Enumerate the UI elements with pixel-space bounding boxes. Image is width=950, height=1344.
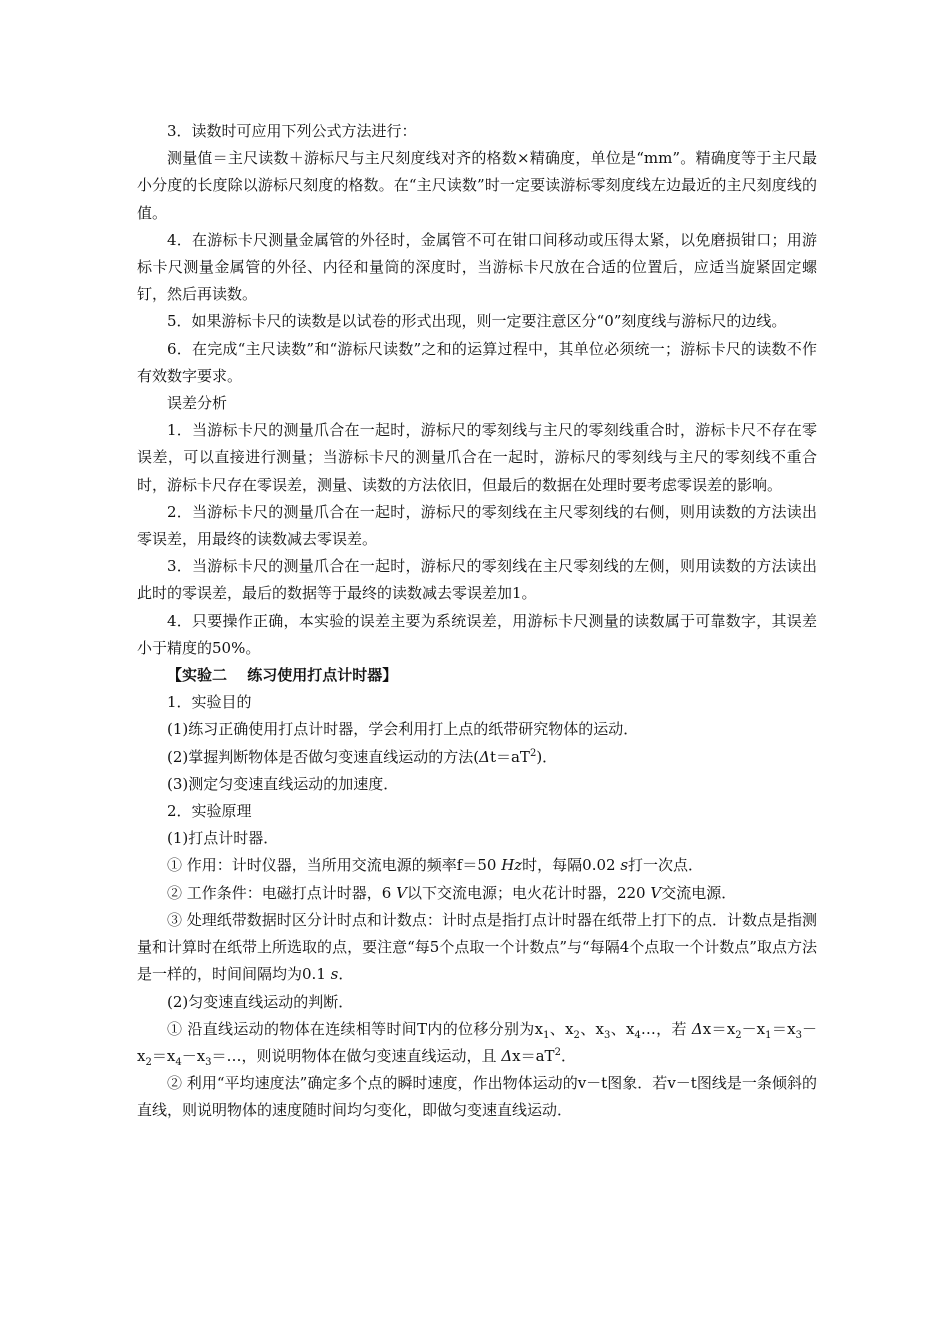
paragraph-timer-function: ① 作用：计时仪器，当所用交流电源的频率f＝50 Hz时，每隔0.02 s打一次点． xyxy=(167,856,704,875)
paragraph-note-5: 5．如果游标卡尺的读数是以试卷的形式出现，则一定要注意区分“0”刻度线与游标尺的边线。 xyxy=(167,312,787,331)
paragraph-average-velocity-method: ② 利用“平均速度法”确定多个点的瞬时速度，作出物体运动的v－t图象．若v－t图线是一条倾斜的直线，则说明物体的速度随时间均匀变化，即做匀变速直线运动． xyxy=(137,1074,817,1120)
paragraph-note-6: 6．在完成“主尺读数”和“游标尺读数”之和的运算过程中，其单位必须统一；游标卡尺的读数不作有效数字要求。 xyxy=(137,339,817,385)
paragraph-purpose-1: (1)练习正确使用打点计时器，学会利用打上点的纸带研究物体的运动． xyxy=(167,720,639,739)
paragraph-reading-formula: 3．读数时可应用下列公式方法进行： xyxy=(167,122,417,140)
paragraph-error-1: 1．当游标卡尺的测量爪合在一起时，游标尺的零刻线与主尺的零刻线重合时，游标卡尺不存在零误差，可以直接进行测量；当游标卡尺的测量爪合在一起时，游标尺的零刻线与主尺的零刻线不重合时，游标卡尺存在零误差，测量、读数的方法依旧，但最后的数据在处理时要考虑零误差的影响。 xyxy=(137,421,817,494)
paragraph-timer: (1)打点计时器． xyxy=(167,829,279,848)
paragraph-displacement-method: ① 沿直线运动的物体在连续相等时间T内的位移分别为$x_1$、$x_2$、$x_3$、$x_4\dots$，若 $\Delta x=x_2-x_1=x_3-x_2=x_4-x_3=\dots$，则说明物体在做匀变速直线运动，且 $\Delta x=aT^2$． xyxy=(137,1019,817,1068)
paragraph-purpose-3: (3)测定匀变速直线运动的加速度． xyxy=(167,774,399,793)
paragraph-error-4: 4．只要操作正确，本实验的误差主要为系统误差，用游标卡尺测量的读数属于可靠数字，其误差小于精度的50%。 xyxy=(137,611,817,657)
paragraph-error-2: 2．当游标卡尺的测量爪合在一起时，游标尺的零刻线在主尺零刻线的右侧，则用读数的方法读出零误差，用最终的读数减去零误差。 xyxy=(137,502,817,549)
document-body xyxy=(137,118,817,1125)
paragraph-purpose-2: (2)掌握判断物体是否做匀变速直线运动的方法$(\Delta t=aT^2)$． xyxy=(167,747,558,766)
paragraph-error-3: 3．当游标卡尺的测量爪合在一起时，游标尺的零刻线在主尺零刻线的左侧，则用读数的方法读出此时的零误差，最后的数据等于最终的读数减去零误差加1。 xyxy=(137,557,817,603)
section-error-analysis: 误差分析 xyxy=(167,394,228,413)
paragraph-timer-conditions: ② 工作条件：电磁打点计时器，6 V以下交流电源；电火花计时器，220 V交流电源． xyxy=(167,883,737,902)
experiment-2-heading: 【实验二 练习使用打点计时器】 xyxy=(167,666,398,685)
paragraph-judgement-title: (2)匀变速直线运动的判断． xyxy=(167,992,354,1011)
paragraph-principle-title: 2．实验原理 xyxy=(167,802,252,821)
paragraph-measurement-formula: 测量值＝主尺读数＋游标尺与主尺刻度线对齐的格数×精确度，单位是“mm”。精确度等于主尺最小分度的长度除以游标尺刻度的格数。在“主尺读数”时一定要读游标零刻度线左边最近的主尺刻度线的值。 xyxy=(137,149,817,222)
paragraph-counting-points: ③ 处理纸带数据时区分计时点和计数点：计时点是指打点计时器在纸带上打下的点．计数点是指测量和计算时在纸带上所选取的点，要注意“每5个点取一个计数点”与“每隔4个点取一个计数点”取点方法是一样的，时间间隔均为0.1 s． xyxy=(137,910,817,984)
paragraph-purpose-title: 1．实验目的 xyxy=(167,693,252,712)
paragraph-note-4: 4．在游标卡尺测量金属管的外径时，金属管不可在钳口间移动或压得太紧，以免磨损钳口；用游标卡尺测量金属管的外径、内径和量筒的深度时，当游标卡尺放在合适的位置后，应适当旋紧固定螺钉，然后再读数。 xyxy=(137,230,817,304)
